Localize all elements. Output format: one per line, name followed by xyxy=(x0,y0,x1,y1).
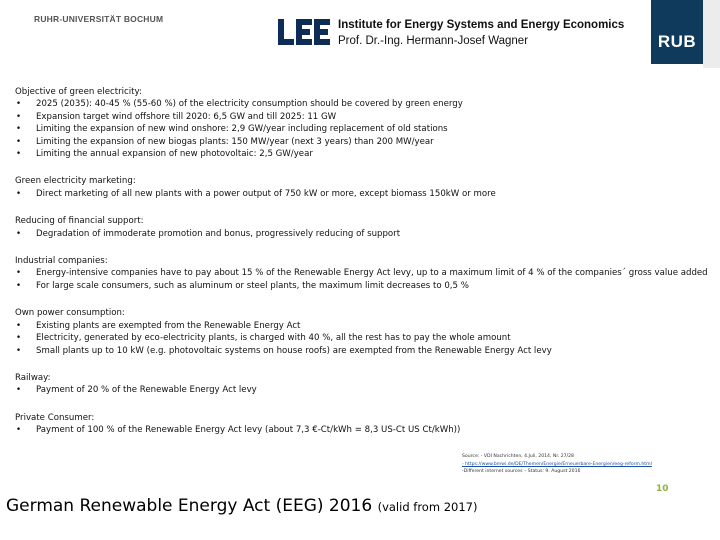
section-title: Own power consumption: xyxy=(15,308,125,319)
page-number: 10 xyxy=(656,484,669,494)
bullet-item: • Limiting the expansion of new biogas plants: 150 MW/year (next 3 years) than 200 MW/year xyxy=(15,136,715,148)
university-name: RUHR-UNIVERSITÄT BOCHUM xyxy=(34,14,164,24)
section-title: Railway: xyxy=(15,372,51,383)
bullet-list xyxy=(15,228,715,240)
bullet-item: • Limiting the annual expansion of new photovoltaic: 2,5 GW/year xyxy=(15,148,715,160)
bullet-item: • Existing plants are exempted from the Renewable Energy Act xyxy=(15,320,715,332)
bullet-item: • Energy-intensive companies have to pay about 15 % of the Renewable Energy Act levy, up to a maximum limit of 4 % of the companies´ gross value added xyxy=(15,267,715,279)
professor-name: Prof. Dr.-Ing. Hermann-Josef Wagner xyxy=(338,35,529,47)
slide-content xyxy=(15,86,715,452)
content-section xyxy=(15,412,715,437)
rub-logo xyxy=(651,0,703,64)
section-title: Private Consumer: xyxy=(15,412,95,423)
source-line-3: -Different internet sources – Status: 9. August 2016 xyxy=(462,469,581,474)
content-section xyxy=(15,215,715,240)
slide-title xyxy=(6,496,477,516)
slide-title-validity: (valid from 2017) xyxy=(377,500,478,514)
institute-title: Institute for Energy Systems and Energy Economics xyxy=(338,19,625,31)
header-strip xyxy=(703,0,720,68)
content-section xyxy=(15,372,715,397)
source-line-2 xyxy=(462,461,712,469)
bullet-list xyxy=(15,98,715,160)
bullet-list xyxy=(15,320,715,357)
source-note xyxy=(462,453,712,476)
bullet-list xyxy=(15,424,715,436)
bullet-list xyxy=(15,188,715,200)
bullet-item: • 2025 (2035): 40-45 % (55-60 %) of the electricity consumption should be covered by green energy xyxy=(15,98,715,110)
content-section xyxy=(15,255,715,292)
bullet-item: • Direct marketing of all new plants with a power output of 750 kW or more, except biomass 150kW or more xyxy=(15,188,715,200)
content-section xyxy=(15,307,715,357)
bullet-list xyxy=(15,267,715,292)
lee-logo xyxy=(276,17,332,47)
content-section xyxy=(15,86,715,160)
bullet-item: • For large scale consumers, such as aluminum or steel plants, the maximum limit decreases to 0,5 % xyxy=(15,280,715,292)
slide-title-main: German Renewable Energy Act (EEG) 2016 xyxy=(6,496,373,516)
section-title: Green electricity marketing: xyxy=(15,176,136,187)
bullet-item: • Expansion target wind offshore till 2020: 6,5 GW and till 2025: 11 GW xyxy=(15,111,715,123)
section-title: Reducing of financial support: xyxy=(15,216,144,227)
section-title: Objective of green electricity: xyxy=(15,87,142,97)
source-line-1: Source: - VDI Nachrichten, 4.Juli, 2014, Nr. 27/28 xyxy=(462,454,574,459)
bullet-item: • Small plants up to 10 kW (e.g. photovoltaic systems on house roofs) are exempted from the Renewable Energy Act levy xyxy=(15,345,715,357)
bullet-list xyxy=(15,384,715,396)
bullet-item: • Payment of 100 % of the Renewable Energy Act levy (about 7,3 €-Ct/kWh = 8,3 US-Ct US Ct/kWh)) xyxy=(15,424,715,436)
section-title: Industrial companies: xyxy=(15,256,108,267)
bullet-item: • Payment of 20 % of the Renewable Energy Act levy xyxy=(15,384,715,396)
source-link[interactable]: - https://www.bmwi.de/DE/Themen/Energie/Erneuerbare-Energien/eeg-reform.html xyxy=(462,461,652,467)
bullet-item: • Limiting the expansion of new wind onshore: 2,9 GW/year including replacement of old stations xyxy=(15,123,715,135)
bullet-item: • Electricity, generated by eco-electricity plants, is charged with 40 %, all the rest has to pay the whole amount xyxy=(15,332,715,344)
bullet-item: • Degradation of immoderate promotion and bonus, progressively reducing of support xyxy=(15,228,715,240)
rub-logo-text: RUB xyxy=(657,32,697,51)
content-section xyxy=(15,175,715,200)
